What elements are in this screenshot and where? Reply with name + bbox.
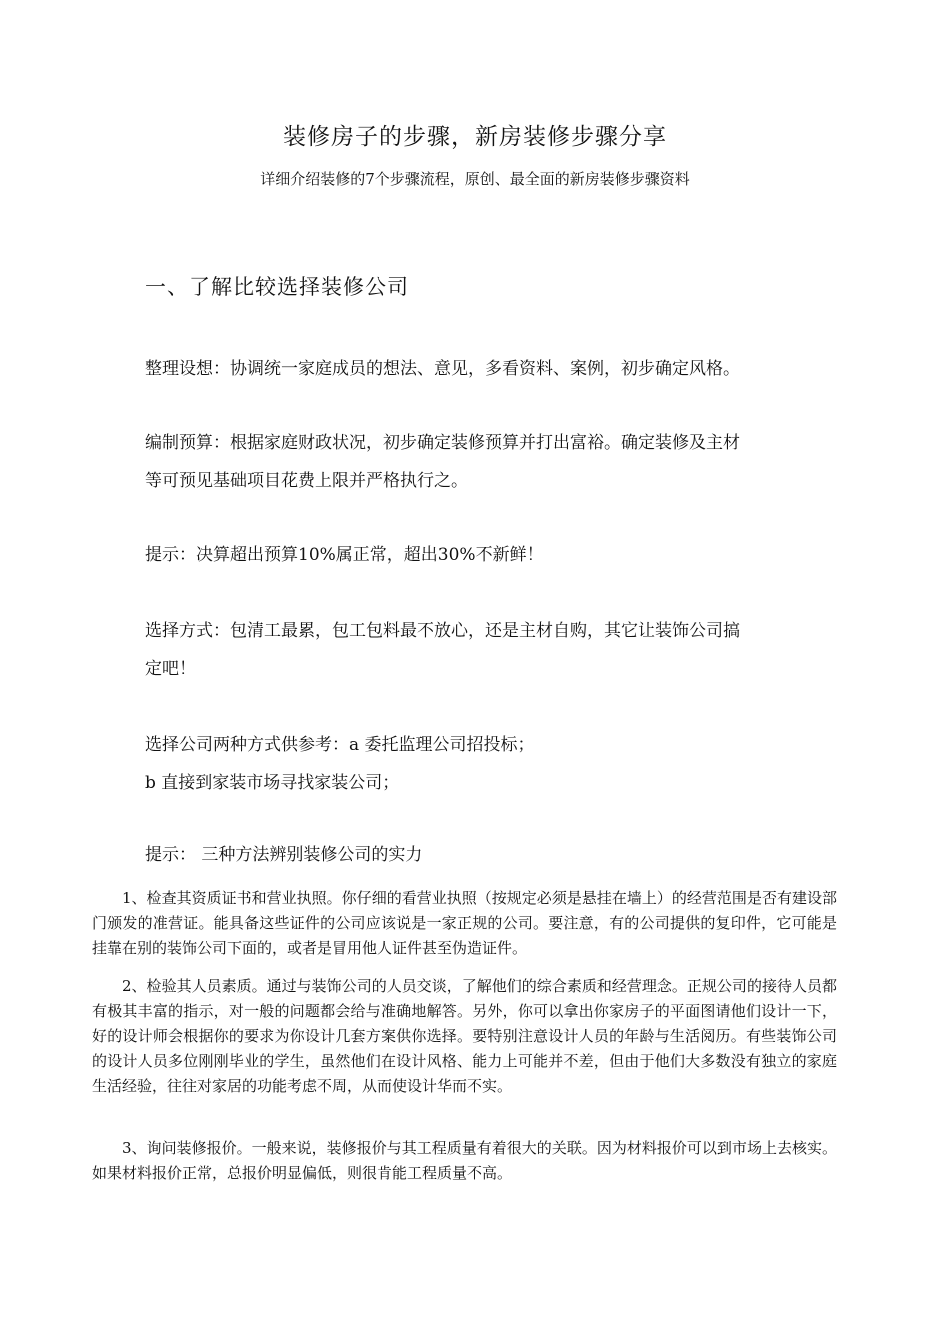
document-title: 装修房子的步骤，新房装修步骤分享 [283, 124, 667, 150]
paragraph-line: 编制预算：根据家庭财政状况，初步确定装修预算并打出富裕。确定装修及主材 [145, 433, 740, 453]
point-text: 1、检查其资质证书和营业执照。你仔细的看营业执照（按规定必须是悬挂在墙上）的经营范围是否有建设部门颁发的准营证。能具备这些证件的公司应该说是一家正规的公司。要注意，有的公司提供的复印件，它可能是挂靠在别的装饰公司下面的，或者是冒用他人证件甚至伪造证件。 [92, 889, 837, 957]
paragraph-tip-budget [145, 536, 825, 574]
paragraph-organize [145, 350, 825, 388]
section-heading: 一、了解比较选择装修公司 [145, 275, 409, 299]
paragraph-line: 提示：决算超出预算10%属正常，超出30%不新鲜！ [145, 545, 544, 565]
paragraph-budget [145, 424, 825, 500]
paragraph-tip-three [145, 836, 825, 874]
paragraph-line: 等可预见基础项目花费上限并严格执行之。 [145, 471, 468, 491]
paragraph-line: 提示： 三种方法辨别装修公司的实力 [145, 845, 423, 865]
point-text: 2、检验其人员素质。通过与装饰公司的人员交谈，了解他们的综合素质和经营理念。正规公司的接待人员都有极其丰富的指示，对一般的问题都会给与准确地解答。另外，你可以拿出你家房子的平面图请他们设计一下，好的设计师会根据你的要求为你设计几套方案供你选择。要特别注意设计人员的年龄与生活阅历。有些装饰公司的设计人员多位刚刚毕业的学生，虽然他们在设计风格、能力上可能并不差，但由于他们大多数没有独立的家庭生活经验，往往对家居的功能考虑不周，从而使设计华而不实。 [92, 977, 837, 1095]
point-3 [92, 1136, 837, 1186]
paragraph-line: 定吧！ [145, 659, 196, 679]
paragraph-line: 整理设想：协调统一家庭成员的想法、意见，多看资料、案例，初步确定风格。 [145, 359, 740, 379]
document-subtitle: 详细介绍装修的7个步骤流程，原创、最全面的新房装修步骤资料 [260, 170, 690, 188]
point-2 [92, 974, 837, 1099]
paragraph-company-choice [145, 726, 825, 802]
point-1 [92, 886, 837, 961]
paragraph-line: b 直接到家装市场寻找家装公司； [145, 773, 400, 793]
paragraph-method [145, 612, 825, 688]
point-text: 3、询问装修报价。一般来说，装修报价与其工程质量有着很大的关联。因为材料报价可以到市场上去核实。如果材料报价正常，总报价明显偏低，则很肯能工程质量不高。 [92, 1139, 837, 1182]
paragraph-line: 选择方式：包清工最累，包工包料最不放心，还是主材自购，其它让装饰公司搞 [145, 621, 740, 641]
paragraph-line: 选择公司两种方式供参考：a 委托监理公司招投标； [145, 735, 535, 755]
